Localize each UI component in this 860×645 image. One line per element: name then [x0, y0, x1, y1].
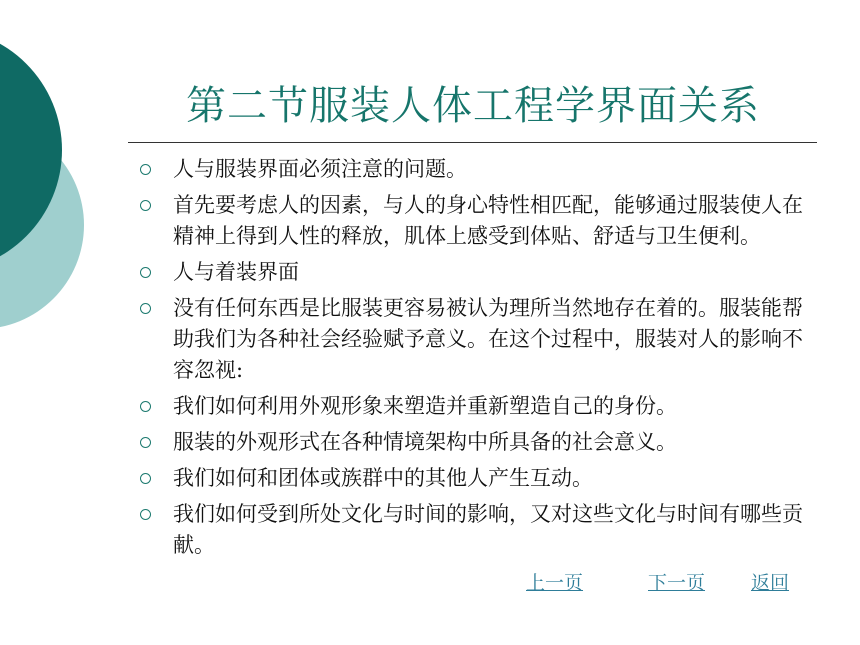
hollow-circle-bullet-icon — [140, 164, 151, 175]
hollow-circle-bullet-icon — [140, 437, 151, 448]
bullet-text: 首先要考虑人的因素，与人的身心特性相匹配，能够通过服装使人在精神上得到人性的释放，肌体上感受到体贴、舒适与卫生便利。 — [173, 193, 803, 248]
hollow-circle-bullet-icon — [140, 303, 151, 314]
bullet-text: 服装的外观形式在各种情境架构中所具备的社会意义。 — [173, 430, 677, 454]
bullet-text: 人与服装界面必须注意的问题。 — [173, 157, 467, 181]
hollow-circle-bullet-icon — [140, 200, 151, 211]
bullet-item — [138, 190, 818, 252]
hollow-circle-bullet-icon — [140, 509, 151, 520]
hollow-circle-bullet-icon — [140, 267, 151, 278]
hollow-circle-bullet-icon — [140, 401, 151, 412]
bullet-item — [138, 463, 818, 494]
slide-title: 第二节服装人体工程学界面关系 — [186, 83, 760, 129]
decorative-circles — [0, 0, 100, 360]
bullet-item — [138, 257, 818, 288]
bullet-text: 我们如何利用外观形象来塑造并重新塑造自己的身份。 — [173, 394, 677, 418]
next-page-link[interactable]: 下一页 — [648, 572, 706, 594]
hollow-circle-bullet-icon — [140, 473, 151, 484]
bullet-text: 人与着装界面 — [173, 260, 299, 284]
prev-page-link[interactable]: 上一页 — [526, 572, 584, 594]
slide-navigation — [0, 569, 860, 599]
title-divider — [128, 142, 817, 143]
bullet-item — [138, 427, 818, 458]
bullet-item — [138, 499, 818, 561]
bullet-list — [138, 154, 818, 566]
bullet-item — [138, 293, 818, 386]
back-link[interactable]: 返回 — [751, 572, 790, 594]
bullet-text: 我们如何受到所处文化与时间的影响，又对这些文化与时间有哪些贡献。 — [173, 502, 803, 557]
bullet-item — [138, 391, 818, 422]
bullet-text: 我们如何和团体或族群中的其他人产生互动。 — [173, 466, 593, 490]
bullet-text: 没有任何东西是比服装更容易被认为理所当然地存在着的。服装能帮助我们为各种社会经验赋予意义。在这个过程中，服装对人的影响不容忽视: — [173, 296, 803, 382]
bullet-item — [138, 154, 818, 185]
